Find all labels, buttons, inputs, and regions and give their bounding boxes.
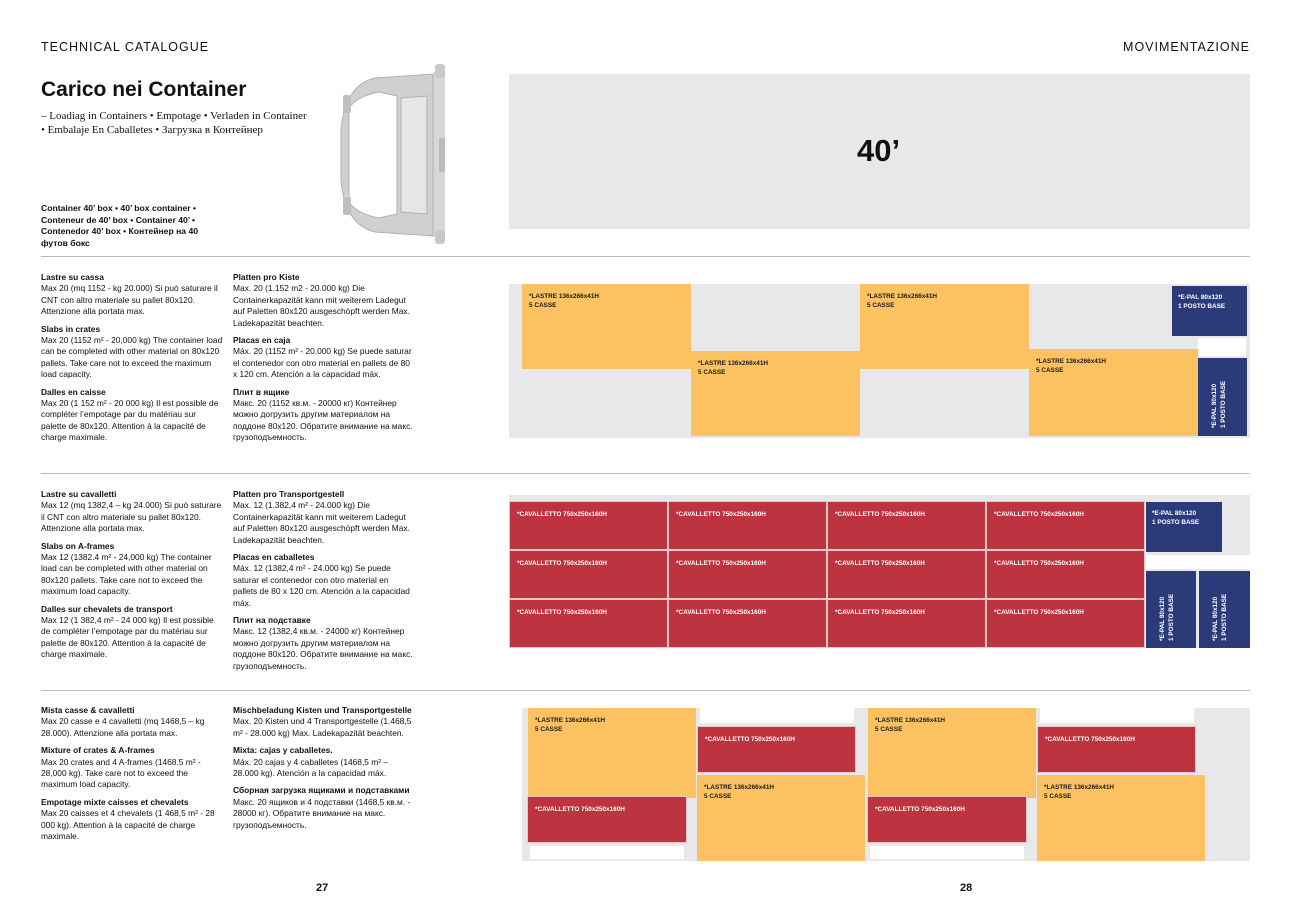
empty-space [870,846,1024,859]
empty-space [1198,338,1246,356]
aframe-block: *CAVALLETTO 750x250x160H [986,501,1145,550]
container-size-label: 40’ [857,133,901,168]
crate-block: *LASTRE 136x266x41H 5 CASSE [697,775,865,861]
diagram-crates [509,284,1250,438]
crate-block: *LASTRE 136x266x41H 5 CASSE [868,708,1036,798]
aframe-block: *CAVALLETTO 750x250x160H [827,501,986,550]
page-number-right: 28 [960,882,973,894]
crate-block: *LASTRE 136x266x41H 5 CASSE [691,351,860,436]
subtitle-line-1: – Loadiag in Containers • Empotage • Verladen in Container [41,110,307,122]
aframe-block: *CAVALLETTO 750x250x160H [986,550,1145,599]
aframe-block: *CAVALLETTO 750x250x160H [668,501,827,550]
page-subtitle [41,110,307,137]
aframe-block: *CAVALLETTO 750x250x160H [827,550,986,599]
section-2-text-left: Lastre su cavalletti Max 12 (mq 1382,4 – kg 24.000) Si può saturare il CNT con altro materiale su pallet 80x120. Attenzione alla portata max. Slabs on A-frames Max 12 (1382.4 m² - 24,000 kg) The container load can be completed with other material on 80x120 pallets. Take care not to exceed the maximum load capacity. Dalles sur chevalets de transport Max 12 (1 382,4 m² - 24 000 kg) Il est possible de compléter l’empotage par du matériau sur palette de 80x120. Attention à la capacité de charge maximale. [41,489,222,660]
crate-block: *LASTRE 136x266x41H 5 CASSE [1037,775,1205,861]
section-1-text-left: Lastre su cassa Max 20 (mq 1152 - kg 20.000) Si può saturare il CNT con altro materiale su pallet 80x120. Attenzione alla portata max. Slabs in crates Max 20 (1152 m² - 20,000 kg) The container load can be completed with other material on 80x120 pallets. Take care not to exceed the maximum load capacity. Dalles en caisse Max 20 (1 152 m² - 20 000 kg) Il est possible de compléter l’empotage par du matériau sur palette de 80x120. Attention à la capacité de charge maximale. [41,272,223,443]
aframe-block: *CAVALLETTO 750x250x160H [867,796,1027,843]
crate-block: *LASTRE 136x266x41H 5 CASSE [522,284,691,369]
divider [41,690,1250,691]
pallet-block-vertical: *E-PAL 80x120 1 POSTO BASE [1146,571,1196,648]
truck-cab-icon [335,60,510,245]
empty-space [530,846,684,859]
empty-space [700,708,854,723]
crate-block: *LASTRE 136x266x41H 5 CASSE [860,284,1029,369]
page-title: Carico nei Container [41,78,247,101]
aframe-block: *CAVALLETTO 750x250x160H [509,550,668,599]
aframe-block: *CAVALLETTO 750x250x160H [697,726,856,773]
aframe-block: *CAVALLETTO 750x250x160H [668,599,827,648]
container-label: Container 40’ box • 40’ box container • Conteneur de 40’ box • Container 40’ • Contenedor 40’ box • Контейнер на 40 футов бокс [41,203,199,248]
section-header: MOVIMENTAZIONE [1123,40,1250,54]
subtitle-line-2: • Embalaje En Caballetes • Загрузка в Контейнер [41,123,263,136]
diagram-mixed [522,708,1250,861]
section-1-text-right: Platten pro Kiste Max. 20 (1.152 m2 - 20.000 kg) Die Containerkapazität kann mit weiterem Ladegut auf Paletten 80x120 ausgeschöpft werden Max. Ladekapazität beachten. Placas en caja Máx. 20 (1152 m² - 20.000 kg) Se puede saturar el contenedor con otro material en pallets de 80 x 120 cm. Atención a la capacidad máx. Плит в ящике Макс. 20 (1152 кв.м. - 20000 кг) Контейнер можно догрузить другим материалом на поддоне 80x120. Обратите внимание на макс. грузоподъемность. [233,272,413,443]
aframe-block: *CAVALLETTO 750x250x160H [527,796,687,843]
divider [41,256,1250,257]
aframe-block: *CAVALLETTO 750x250x160H [986,599,1145,648]
catalogue-header: TECHNICAL CATALOGUE [41,40,210,54]
section-3-text-right: Mischbeladung Kisten und Transportgestelle Max. 20 Kisten und 4 Transportgestelle (1.468,5 m² - 28.000 kg) Max. Ladekapazität beachten. Mixta: cajas y caballetes. Máx. 20 cajas y 4 caballetes (1468,5 m² – 28.000 kg). Atención a la capacidad máx. Сборная загрузка ящиками и подставками Макс. 20 ящиков и 4 подставки (1468,5 кв.м. - 28000 кг). Обратите внимание на макс. грузоподъемность. [233,705,412,830]
aframe-block: *CAVALLETTO 750x250x160H [509,599,668,648]
page-number-left: 27 [316,882,329,894]
pallet-block-vertical: *E-PAL 80x120 1 POSTO BASE [1199,571,1250,648]
crate-block: *LASTRE 136x266x41H 5 CASSE [1029,349,1198,436]
aframe-block: *CAVALLETTO 750x250x160H [668,550,827,599]
crate-block: *LASTRE 136x266x41H 5 CASSE [528,708,696,798]
aframe-block: *CAVALLETTO 750x250x160H [827,599,986,648]
pallet-block: *E-PAL 80x120 1 POSTO BASE [1146,502,1222,552]
aframe-block: *CAVALLETTO 750x250x160H [1037,726,1196,773]
section-2-text-right: Platten pro Transportgestell Max. 12 (1.382,4 m² - 24.000 kg) Die Containerkapazität kann mit weiterem Ladegut auf Paletten 80x120 ausgeschöpft werden Max. Ladekapazität beachten. Placas en caballetes Máx. 12 (1382,4 m² - 24.000 kg) Se puede saturar el contenedor con otro material en pallets de 80 x 120 cm. Atención a la capacidad máx. Плит на подставке Макс. 12 (1382,4 кв.м. - 24000 кг) Контейнер можно догрузить другим материалом на поддоне 80x120. Обратите внимание на макс. грузоподъемность. [233,489,413,671]
section-3-text-left: Mista casse & cavalletti Max 20 casse e 4 cavalletti (mq 1468,5 – kg 28.000). Attenzione alla portata max. Mixture of crates & A-frames Max 20 crates and 4 A-frames (1468.5 m² - 28,000 kg). Take care not to exceed the maximum load capacity. Empotage mixte caisses et chevalets Max 20 caisses et 4 chevalets (1 468,5 m² - 28 000 kg). Attention à la capacité de charge maximale. [41,705,215,842]
pallet-block: *E-PAL 80x120 1 POSTO BASE [1172,286,1247,336]
pallet-block-vertical: *E-PAL 80x120 1 POSTO BASE [1198,358,1247,436]
empty-space [1040,708,1194,723]
diagram-aframes [509,495,1250,648]
aframe-block: *CAVALLETTO 750x250x160H [509,501,668,550]
empty-space [1146,555,1250,569]
divider [41,473,1250,474]
